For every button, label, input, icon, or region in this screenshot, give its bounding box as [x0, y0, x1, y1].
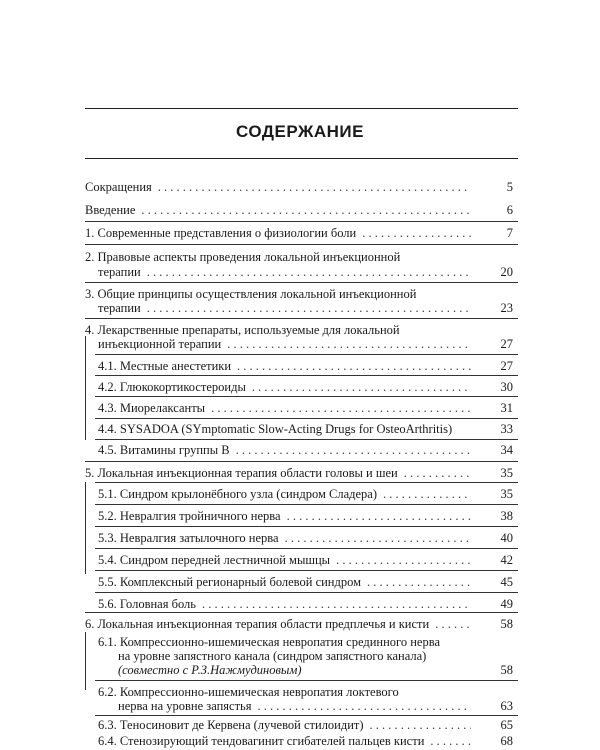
section-separator: [95, 548, 518, 549]
toc-page-number: 42: [500, 553, 513, 567]
toc-page-number: 58: [500, 663, 513, 677]
section-separator: [95, 526, 518, 527]
leader-dots: [336, 552, 471, 568]
toc-entry-4-3: [98, 400, 475, 416]
toc-entry-text: 5.6. Головная боль: [98, 597, 196, 611]
toc-page-number: 31: [500, 401, 513, 415]
leader-dots: [367, 574, 471, 590]
toc-page-number: 27: [500, 337, 513, 351]
toc-entry-4-1: [98, 358, 475, 374]
leader-dots: [211, 400, 471, 416]
toc-page-number: 27: [500, 359, 513, 373]
toc-entry-text: Сокращения: [85, 180, 152, 194]
toc-page-number: 65: [500, 718, 513, 732]
toc-entry-text: 4.5. Витамины группы B: [98, 443, 230, 457]
toc-entry-5-1: [98, 486, 475, 502]
toc-entry-text: терапии: [98, 301, 141, 315]
toc-entry-text: 6.3. Теносиновит де Кервена (лучевой стилоидит): [98, 718, 364, 732]
toc-entry-5-4: [98, 552, 475, 568]
leader-dots: [252, 379, 471, 395]
leader-dots: [236, 442, 471, 458]
leader-dots: [362, 225, 471, 241]
leader-dots: [237, 358, 471, 374]
toc-entry-intro: [85, 202, 475, 218]
toc-entry-4-2: [98, 379, 475, 395]
toc-page-number: 6: [506, 203, 513, 217]
chapter-separator: [85, 612, 518, 613]
section-separator: [95, 715, 518, 716]
toc-entry-ch5: [85, 465, 475, 481]
toc-entry-5-2: [98, 508, 475, 524]
leader-dots: [430, 733, 471, 749]
section-separator: [95, 396, 518, 397]
leader-dots: [147, 264, 471, 280]
toc-page-number: 35: [500, 487, 513, 501]
section-separator: [95, 354, 518, 355]
leader-dots: [141, 202, 471, 218]
chapter-separator: [85, 221, 518, 222]
page-title: СОДЕРЖАНИЕ: [236, 122, 364, 141]
toc-entry-abbrev: [85, 179, 475, 195]
toc-entry-text: 6.4. Стенозирующий тендовагинит сгибателей пальцев кисти: [98, 734, 425, 748]
toc-entry-5-5: [98, 574, 475, 590]
toc-entry-4-4: 4.4. SYSADOA (SYmptomatic Slow-Acting Drugs for OsteoArthritis): [98, 422, 453, 436]
section-bar: [85, 632, 86, 690]
toc-page-number: 5: [506, 180, 513, 194]
chapter-separator: [85, 461, 518, 462]
chapter-separator: [85, 244, 518, 245]
section-bar: [85, 336, 86, 440]
toc-entry-ch1: [85, 225, 475, 241]
toc-page-number: 23: [500, 301, 513, 315]
leader-dots: [370, 717, 471, 733]
toc-entry-6-1-line3: (совместно с Р.З.Нажмудиновым): [118, 663, 302, 677]
leader-dots: [404, 465, 471, 481]
toc-entry-5-3: [98, 530, 475, 546]
toc-page-number: 45: [500, 575, 513, 589]
toc-entry-4-5: [98, 442, 475, 458]
toc-entry-text: 1. Современные представления о физиологии боли: [85, 226, 357, 240]
toc-entry-ch2-line1: 2. Правовые аспекты проведения локальной инъекционной: [85, 250, 401, 264]
toc-page-number: 63: [500, 699, 513, 713]
toc-entry-6-2: [118, 698, 475, 714]
toc-entry-text: инъекционной терапии: [98, 337, 222, 351]
toc-entry-text: 5.2. Невралгия тройничного нерва: [98, 509, 281, 523]
chapter-separator: [85, 318, 518, 319]
leader-dots: [227, 336, 471, 352]
section-separator: [95, 375, 518, 376]
toc-entry-ch2: [98, 264, 475, 280]
leader-dots: [202, 596, 471, 612]
toc-page-number: 58: [500, 617, 513, 631]
toc-entry-text: 5.3. Невралгия затылочного нерва: [98, 531, 279, 545]
toc-page-number: 49: [500, 597, 513, 611]
toc-page-number: 68: [500, 734, 513, 748]
toc-entry-6-1-line1: 6.1. Компрессионно-ишемическая невропатия срединного нерва: [98, 635, 441, 649]
section-separator: [95, 482, 518, 483]
toc-entry-6-3: [98, 717, 475, 733]
toc-entry-text: 5.1. Синдром крылонёбного узла (синдром Сладера): [98, 487, 378, 501]
toc-page-number: 38: [500, 509, 513, 523]
toc-page-number: 34: [500, 443, 513, 457]
section-bar: [85, 482, 86, 574]
toc-entry-ch4-line1: 4. Лекарственные препараты, используемые для локальной: [85, 323, 400, 337]
section-separator: [95, 592, 518, 593]
toc-page-number: 7: [506, 226, 513, 240]
toc-entry-ch4: [98, 336, 475, 352]
toc-entry-text: 5. Локальная инъекционная терапия области головы и шеи: [85, 466, 398, 480]
toc-entry-6-1-line2: на уровне запястного канала (синдром запястного канала): [118, 649, 427, 663]
toc-entry-5-6: [98, 596, 475, 612]
toc-entry-ch3: [98, 300, 475, 316]
toc-entry-text: 5.5. Комплексный регионарный болевой синдром: [98, 575, 362, 589]
toc-entry-text: нерва на уровне запястья: [118, 699, 252, 713]
leader-dots: [383, 486, 471, 502]
leader-dots: [158, 179, 471, 195]
toc-entry-6-4: [98, 733, 475, 749]
toc-entry-text: 5.4. Синдром передней лестничной мышцы: [98, 553, 331, 567]
toc-page-number: 33: [500, 422, 513, 436]
toc-page-number: 40: [500, 531, 513, 545]
leader-dots: [147, 300, 471, 316]
toc-entry-text: 6. Локальная инъекционная терапия области предплечья и кисти: [85, 617, 430, 631]
toc-entry-text: 4.3. Миорелаксанты: [98, 401, 206, 415]
section-separator: [95, 439, 518, 440]
toc-page-number: 20: [500, 265, 513, 279]
section-separator: [95, 504, 518, 505]
toc-page-number: 30: [500, 380, 513, 394]
toc-entry-ch3-line1: 3. Общие принципы осуществления локальной инъекционной: [85, 287, 417, 301]
chapter-separator: [85, 282, 518, 283]
toc-entry-text: терапии: [98, 265, 141, 279]
section-separator: [95, 418, 518, 419]
toc-entry-text: 4.1. Местные анестетики: [98, 359, 232, 373]
toc-entry-text: Введение: [85, 203, 136, 217]
toc-page-number: 35: [500, 466, 513, 480]
toc-entry-6-2-line1: 6.2. Компрессионно-ишемическая невропатия локтевого: [98, 685, 399, 699]
section-separator: [95, 570, 518, 571]
leader-dots: [285, 530, 471, 546]
leader-dots: [258, 698, 472, 714]
section-separator: [95, 680, 518, 681]
toc-entry-text: 4.2. Глюкокортикостероиды: [98, 380, 246, 394]
leader-dots: [287, 508, 471, 524]
toc-entry-ch6: [85, 616, 475, 632]
leader-dots: [435, 616, 471, 632]
